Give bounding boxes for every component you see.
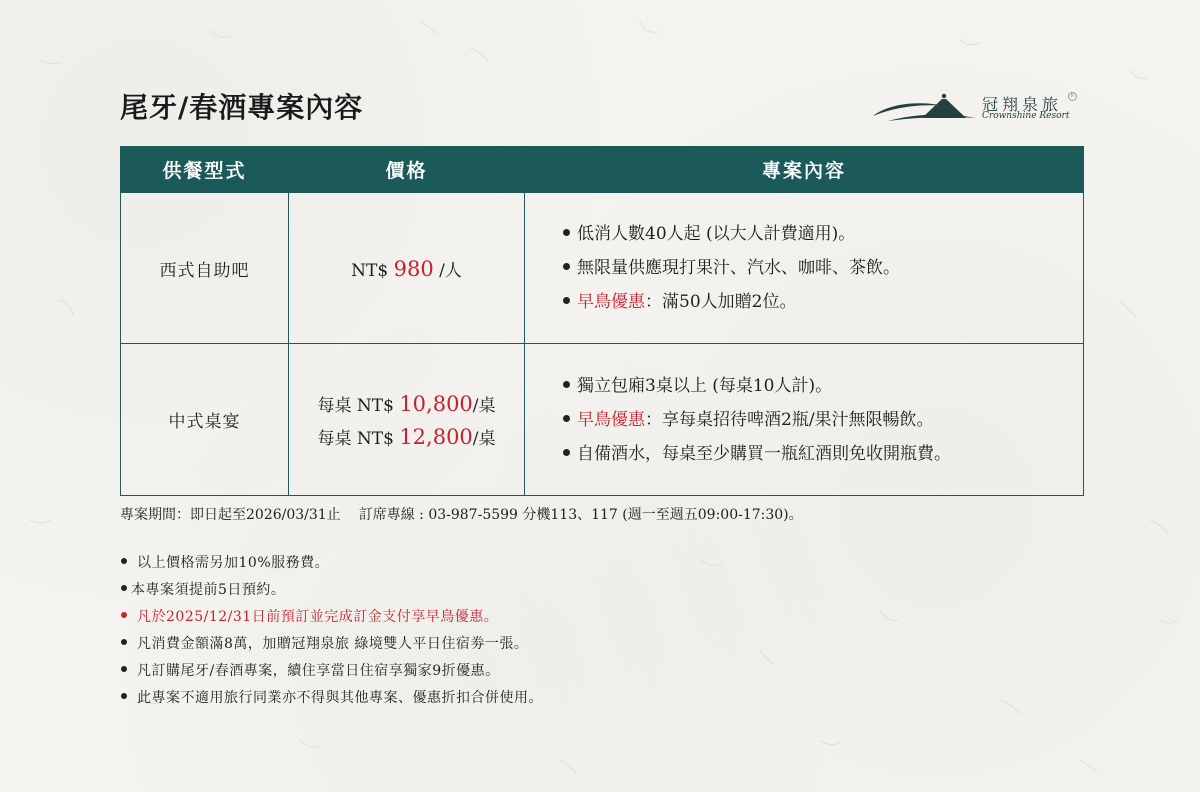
note-text: 凡於2025/12/31日前預訂並完成訂金支付享早鳥優惠。 <box>137 609 499 625</box>
list-item <box>563 403 1083 437</box>
price-unit: /桌 <box>472 395 496 416</box>
table-row-chinese-banquet <box>121 344 1084 496</box>
note-item <box>121 631 543 658</box>
price-unit: /人 <box>439 260 462 281</box>
content-list <box>563 217 1083 319</box>
registered-mark-icon: R <box>1068 92 1077 101</box>
early-bird-label: 早鳥優惠 <box>577 409 645 430</box>
list-item <box>563 369 1083 403</box>
price-line <box>289 424 524 449</box>
bullet-icon <box>563 449 570 456</box>
bullet-icon <box>121 585 127 591</box>
note-text: 此專案不適用旅行同業亦不得與其他專案、優惠折扣合併使用。 <box>137 690 543 706</box>
logo-english-name: Crownshine Resort <box>982 111 1070 121</box>
bullet-icon <box>121 666 127 672</box>
price-prefix: 每桌 NT$ <box>317 395 394 416</box>
bullet-icon <box>563 229 570 236</box>
bullet-icon <box>563 297 570 304</box>
price-line <box>289 256 524 281</box>
price-cell <box>289 344 525 496</box>
price-cell <box>289 193 525 344</box>
list-item <box>563 251 1083 285</box>
promo-table <box>120 146 1084 496</box>
notes-list <box>121 550 543 712</box>
price-amount: 10,800 <box>399 391 473 416</box>
note-item <box>121 685 543 712</box>
booking-hotline: 訂席專線 : 03-987-5599 分機113、117 (週一至週五09:00-17:30)。 <box>358 507 803 523</box>
bullet-icon <box>121 558 127 564</box>
bullet-icon <box>563 263 570 270</box>
brand-logo <box>870 90 1080 126</box>
bullet-icon <box>563 381 570 388</box>
item-text: ：享每桌招待啤酒2瓶/果汁無限暢飲。 <box>645 409 934 430</box>
note-text: 凡訂購尾牙/春酒專案，續住享當日住宿享獨家9折優惠。 <box>137 663 500 679</box>
bullet-icon <box>563 415 570 422</box>
note-item <box>121 658 543 685</box>
early-bird-label: 早鳥優惠 <box>577 292 645 312</box>
item-text: ：滿50人加贈2位。 <box>645 292 797 312</box>
item-text: 低消人數40人起 (以大人計費適用)。 <box>577 224 856 244</box>
table-header-row <box>121 147 1084 193</box>
booking-info <box>120 504 803 524</box>
project-period: 專案期間：即日起至2026/03/31止 <box>120 507 341 523</box>
note-item <box>121 550 543 577</box>
bullet-icon <box>121 639 127 645</box>
price-prefix: NT$ <box>351 260 389 281</box>
note-item <box>121 577 543 604</box>
header-price: 價格 <box>289 147 525 193</box>
header-content: 專案內容 <box>525 147 1084 193</box>
bullet-icon <box>121 612 127 618</box>
price-unit: /桌 <box>472 428 496 449</box>
bullet-icon <box>121 693 127 699</box>
header-meal-type: 供餐型式 <box>121 147 289 193</box>
price-line <box>289 391 524 416</box>
note-item-early-bird <box>121 604 543 631</box>
page-title: 尾牙/春酒專案內容 <box>120 91 364 124</box>
note-text: 本專案須提前5日預約。 <box>131 582 286 598</box>
content-cell <box>525 344 1084 496</box>
list-item <box>563 285 1083 319</box>
item-text: 獨立包廂3桌以上 (每桌10人計)。 <box>577 375 833 396</box>
content-list <box>563 369 1083 471</box>
note-text: 以上價格需另加10%服務費。 <box>137 555 330 571</box>
note-text: 凡消費金額滿8萬，加贈冠翔泉旅 綠境雙人平日住宿劵一張。 <box>137 636 529 652</box>
logo-chinese-name: 冠翔泉旅 <box>982 95 1063 114</box>
list-item <box>563 437 1083 471</box>
table-row-western-buffet <box>121 193 1084 344</box>
resort-logo-icon <box>870 92 978 126</box>
meal-type-cell: 中式桌宴 <box>121 344 289 496</box>
price-prefix: 每桌 NT$ <box>317 428 394 449</box>
item-text: 自備酒水，每桌至少購買一瓶紅酒則免收開瓶費。 <box>577 443 951 464</box>
price-amount: 12,800 <box>399 424 473 449</box>
list-item <box>563 217 1083 251</box>
content-cell <box>525 193 1084 344</box>
meal-type-cell: 西式自助吧 <box>121 193 289 344</box>
price-amount: 980 <box>393 256 434 281</box>
item-text: 無限量供應現打果汁、汽水、咖啡、茶飲。 <box>577 258 900 278</box>
